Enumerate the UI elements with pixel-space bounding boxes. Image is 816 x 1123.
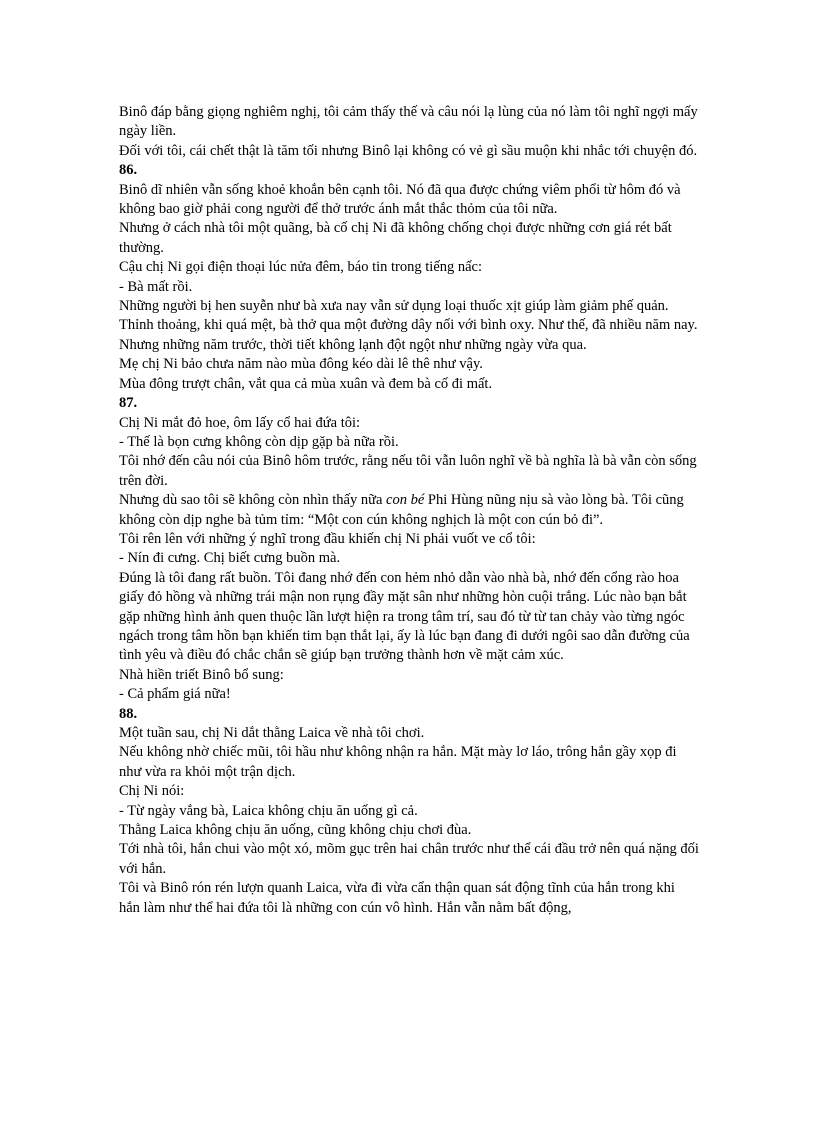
section-number: 88.: [119, 705, 138, 722]
paragraph: Đối với tôi, cái chết thật là tăm tối nhưng Binô lại không có vẻ gì sầu muộn khi nhắc tới chuyện đó.: [119, 142, 698, 159]
paragraph: Thằng Laica không chịu ăn uống, cũng không chịu chơi đùa.: [119, 822, 472, 839]
paragraph: - Bà mất rồi.: [119, 278, 193, 295]
paragraph: Mùa đông trượt chân, vắt qua cả mùa xuân và đem bà cố đi mất.: [119, 375, 493, 392]
section-number: 86.: [119, 162, 138, 179]
paragraph: Tôi và Binô rón rén lượn quanh Laica, vừa đi vừa cẩn thận quan sát động tĩnh của hắn trong khi hắn làm như thể hai đứa tôi là những con cún vô hình. Hắn vẫn nằm bất động,: [119, 880, 675, 916]
paragraph-text: Phi Hùng nũng nịu sà vào lòng bà. Tôi cũng không còn dịp nghe bà tủm tỉm: “Một con cún không nghịch là một con cún bỏ đi”.: [119, 492, 684, 528]
paragraph: Những người bị hen suyễn như bà xưa nay vẫn sử dụng loại thuốc xịt giúp làm giảm phế quản. Thỉnh thoảng, khi quá mệt, bà thở qua một đường dây nối với bình oxy. Như thế, đã nhiều năm nay. Nhưng những năm trước, thời tiết không lạnh đột ngột như những ngày vừa qua.: [119, 298, 698, 353]
paragraph: Tôi nhớ đến câu nói của Binô hôm trước, rằng nếu tôi vẫn luôn nghĩ về bà nghĩa là bà vẫn còn sống trên đời.: [119, 453, 697, 489]
paragraph: Tới nhà tôi, hắn chui vào một xó, mõm gục trên hai chân trước như thể cái đầu trở nên quá nặng đối với hắn.: [119, 841, 699, 877]
section-number: 87.: [119, 395, 138, 412]
paragraph-text: Nhưng dù sao tôi sẽ không còn nhìn thấy nữa: [119, 492, 387, 509]
document-body: [119, 103, 699, 918]
paragraph: Một tuần sau, chị Ni dắt thằng Laica về nhà tôi chơi.: [119, 725, 425, 741]
paragraph: - Nín đi cưng. Chị biết cưng buồn mà.: [119, 550, 341, 567]
emphasis-text: con bé: [386, 492, 425, 509]
paragraph: Binô dĩ nhiên vẫn sống khoẻ khoắn bên cạnh tôi. Nó đã qua được chứng viêm phổi từ hôm đó và không bao giờ phải cong người để thở trước ánh mắt thắc thỏm của tôi nữa.: [119, 181, 681, 218]
paragraph: Nhưng ở cách nhà tôi một quãng, bà cố chị Ni đã không chống chọi được những cơn giá rét bất thường.: [119, 220, 672, 256]
paragraph: Chị Ni nói:: [119, 783, 185, 800]
paragraph: Mẹ chị Ni bảo chưa năm nào mùa đông kéo dài lê thê như vậy.: [119, 356, 483, 373]
paragraph: - Thế là bọn cưng không còn dịp gặp bà nữa rồi.: [119, 433, 399, 450]
paragraph: [119, 491, 699, 530]
paragraph: - Cả phẩm giá nữa!: [119, 686, 231, 703]
paragraph: Chị Ni mắt đỏ hoe, ôm lấy cổ hai đứa tôi:: [119, 414, 361, 431]
paragraph: - Từ ngày vắng bà, Laica không chịu ăn uống gì cả.: [119, 802, 418, 819]
paragraph: Tôi rên lên với những ý nghĩ trong đầu khiến chị Ni phải vuốt ve cổ tôi:: [119, 530, 536, 547]
paragraph: Cậu chị Ni gọi điện thoại lúc nửa đêm, báo tin trong tiếng nấc:: [119, 259, 483, 276]
paragraph: Binô đáp bằng giọng nghiêm nghị, tôi cảm thấy thế và câu nói lạ lùng của nó làm tôi nghĩ ngợi mấy ngày liền.: [119, 104, 698, 140]
paragraph: Đúng là tôi đang rất buồn. Tôi đang nhớ đến con hẻm nhỏ dẫn vào nhà bà, nhớ đến cổng rào hoa giấy đỏ hồng và những trái mận non rụng đầy mặt sân như những hòn cuội trắng. Lúc nào bạn bắt gặp những hình ảnh quen thuộc lần lượt hiện ra trong tâm trí, sau đó từ từ tan chảy vào từng ngóc ngách trong tâm hồn bạn khiến tim bạn thắt lại, ấy là lúc bạn đang đi dưới ngôi sao dẫn đường của tình yêu và điều đó chắc chắn sẽ giúp bạn trưởng thành hơn về mặt cảm xúc.: [119, 569, 690, 664]
paragraph: Nhà hiền triết Binô bổ sung:: [119, 666, 284, 683]
paragraph: Nếu không nhờ chiếc mũi, tôi hầu như không nhận ra hắn. Mặt mày lơ láo, trông hắn gầy xọp đi như vừa ra khỏi một trận dịch.: [119, 744, 677, 780]
